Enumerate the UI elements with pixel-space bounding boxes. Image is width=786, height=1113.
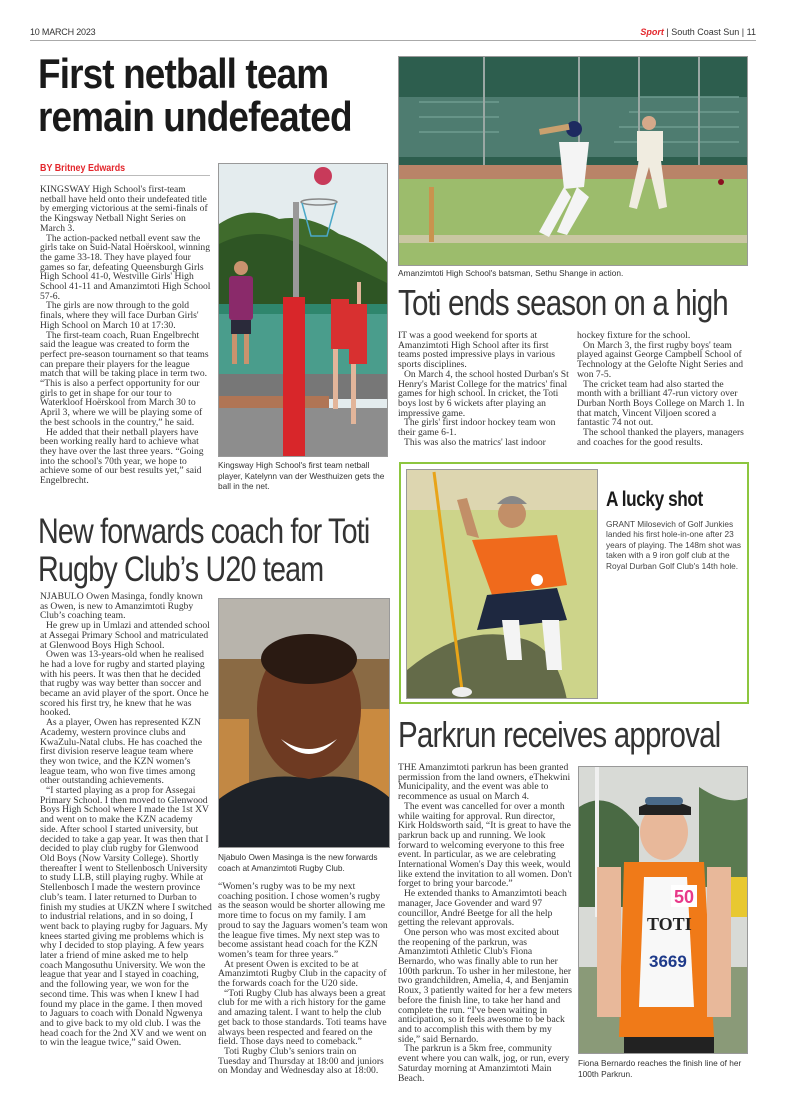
- paragraph: “I started playing as a prop for Assegai Primary School. I then moved to Glenwood Boys High School where I made the 1st XV and went on to make the KZN academy side. After school I started university, but decided to take a gap year. It was then that I decided to play club rugby for Glenwood Old Boys (Now Varsity College). Shortly thereafter I went to Stellenbosch University to study LLB, still playing rugby. While at Stellenbosch I made the western province club’s team. I later returned to Durban to finish my studies at UKZN where I switched to industrial relations, and in so doing, I went back to playing rugby for Jaguars. My knees started giving me problems which is why I decided to stop playing. A few years later a friend of mine asked me to help coach Mangosuthu University. We won the league that year and I stayed in coaching, and the following year, we won for the second time. This was when I knew I had found my place in the game. I then moved to Jaguars to coach with Donald Ngwenya and to give back to my old club. I was the head coach for the 2nd XV and we went on to win the league twice,” said Owen.: [40, 785, 212, 1049]
- runner-photo: [578, 766, 748, 1054]
- bib-number: 50: [674, 887, 695, 907]
- folio-separator: |: [741, 27, 745, 37]
- paragraph: He extended thanks to Amanzimtoti beach manager, Jace Govender and ward 97 councillor, André Beetge for all the help getting the relevant approvals.: [398, 888, 567, 929]
- paragraph: Toti Rugby Club’s seniors train on Tuesday and Thursday at 18:00 and juniors on Monday and Wednesday also at 18:00.: [218, 1045, 384, 1077]
- bib-code: 3669: [649, 952, 687, 971]
- rugby-body-col2: [218, 882, 390, 1076]
- vest-text: TOTI: [647, 914, 692, 934]
- headline-line: New forwards coach for Toti: [38, 512, 370, 551]
- page-number: 11: [746, 27, 756, 37]
- folio-separator: |: [666, 27, 669, 37]
- paragraph: He added that their netball players have been working really hard to achieve what they have over the last three years. “Going into the school's 70th year, we hope to achieve some of our best results yet,” said Engelbrecht.: [40, 426, 204, 487]
- netball-headline: [38, 52, 408, 138]
- paragraph: IT was a good weekend for sports at Amanzimtoti High School after its first teams posted impressive plays in various sports disciplines.: [398, 330, 555, 371]
- cricket-photo-caption: Amanzimtoti High School's batsman, Sethu Shange in action.: [398, 268, 624, 278]
- paragraph: The action-packed netball event saw the girls take on Suid-Natal Hoërskool, winning the game 33-18. They have played four games so far, defeating Queensburgh Girls High School 41-0, Westville Girls' High School 41-11 and Amanzimtoti High School 57-6.: [40, 232, 211, 302]
- paragraph: As a player, Owen has represented KZN Academy, western province clubs and KwaZulu-Natal clubs. He has coached the first division reserve league team where they won twice, and the KZN women’s league team, who won five times among other outstanding achievements.: [40, 717, 202, 787]
- paper-name: South Coast Sun: [671, 27, 740, 37]
- parkrun-body: [398, 763, 572, 1083]
- cricket-photo: [398, 56, 748, 266]
- paragraph: Owen was 13-years-old when he realised he had a love for rugby and started playing with his peers. It was then that he decided that rugby was way better than soccer and became an avid player of the sport. Once he scored his first try, he knew that he was hooked.: [40, 649, 209, 719]
- paragraph: The girls are now through to the gold finals, where they will face Durban Girls' High School on March 10 at 17:30.: [40, 300, 199, 331]
- golf-photo-image: [407, 470, 598, 699]
- paragraph: “Toti Rugby Club has always been a great club for me with a rich history for the game and amazing talent. I want to help the club get back to those standards. Toti teams have always been respected and feared on the field. Those days need to comeback.”: [218, 987, 387, 1048]
- paragraph: NJABULO Owen Masinga, fondly known as Owen, is new to Amanzimtoti Rugby Club’s coaching team.: [40, 591, 203, 622]
- folio-date: 10 MARCH 2023: [30, 27, 96, 37]
- rugby-body-col1: [40, 592, 212, 1048]
- paragraph: The first-team coach, Ruan Engelbrecht said the league was created to form the perfect pre-season tournament so that teams can prepare their players for the league match that will be taking place in term two. “This is also a perfect opportunity for our girls to get in shape for our tour to Waterkloof Hoërskool from March 30 to April 3, where we will be playing some of the best schools in the country,” he said.: [40, 329, 209, 428]
- headline-line: Rugby Club’s U20 team: [38, 550, 324, 589]
- paragraph: The cricket team had also started the month with a brilliant 47-run victory over Durban North Boys College on March 1. In that match, Vincent Viljoen scored a fantastic 74 not out.: [577, 378, 745, 429]
- folio-section-info: [640, 27, 756, 37]
- paragraph: On March 3, the first rugby boys' team played against George Campbell School of Technology at the Gelofte Night Series and won 7-5.: [577, 339, 744, 380]
- byline-divider: [40, 175, 210, 176]
- folio-divider: [30, 40, 756, 41]
- toti-body-col2: [577, 331, 749, 447]
- parkrun-headline: Parkrun receives approval: [398, 714, 721, 755]
- coach-photo: [218, 598, 390, 848]
- headline-line: First netball team: [38, 50, 329, 97]
- rugby-headline: [38, 513, 391, 589]
- netball-photo-caption: Kingsway High School's first team netball player, Katelynn van der Westhuizen gets the ball in the net.: [218, 460, 385, 491]
- netball-photo: [218, 163, 388, 457]
- toti-headline: Toti ends season on a high: [398, 282, 728, 323]
- paragraph: One person who was most excited about the reopening of the parkrun, was Amanzimtoti Athletic Club's Fiona Bernardo, who was finally able to run her 100th parkrun. To usher in her milestone, her two grandchildren, Amelia, 4, and Benjamin Roux, 3 patiently waited for her a few meters before the finish line, to take her hand and complete the run. “I've been waiting in anticipation, so it feels awesome to be back and to accomplish this with them by my side,” said Bernardo.: [398, 926, 572, 1045]
- paragraph: KINGSWAY High School's first-team netball have held onto their undefeated title by emerging victorious at the semi-finals of the Kingsway Netball Night Series on March 3.: [40, 184, 208, 234]
- runner-photo-image: [579, 767, 748, 1054]
- paragraph: The event was cancelled for over a month while waiting for approval. Run director, Kirk Holdsworth said, “It is great to have the parkrun back up and running. We look forward to welcoming everyone to this free event. In particular, as we are celebrating International Women's Day this week, would like extend the invitation to all women. Don't forget to bring your barcode.”: [398, 800, 572, 890]
- headline-line: remain undefeated: [38, 93, 352, 140]
- coach-photo-caption: Njabulo Owen Masinga is the new forwards coach at Amanzimtoti Rugby Club.: [218, 852, 378, 873]
- paragraph: At present Owen is excited to be at Amanzimtoti Rugby Club in the capacity of the forwards coach for the U20 side.: [218, 958, 387, 990]
- netball-body: [40, 185, 212, 486]
- lucky-shot-title: A lucky shot: [606, 488, 703, 511]
- toti-body-col1: [398, 331, 570, 447]
- paragraph: He grew up in Umlazi and attended school at Assegai Primary School and matriculated at Glenwood Boys High School.: [40, 620, 210, 651]
- coach-photo-image: [219, 599, 390, 848]
- byline: BY Britney Edwards: [40, 162, 126, 174]
- netball-photo-image: [219, 164, 388, 457]
- paragraph: hockey fixture for the school.: [577, 330, 691, 341]
- paragraph: The parkrun is a 5km free, community event where you can walk, jog, or run, every Saturday morning at Amanzimtoti Main Beach.: [398, 1043, 570, 1084]
- paragraph: On March 4, the school hosted Durban's St Henry's Marist College for the matrics' final games for high school. In cricket, the Toti boys lost by 6 wickets after playing an impressive game.: [398, 368, 569, 419]
- paragraph: The girls' first indoor hockey team won their game 6-1.: [398, 417, 556, 439]
- section-label: Sport: [640, 27, 664, 37]
- paragraph: “Women’s rugby was to be my next coaching position. I chose women’s rugby as the season would be shorter allowing me more time to focus on my family. I am proud to say the Jaguars women’s team won the league five times. My next step was to become assistant head coach for the KZN women’s team for three years.”: [218, 881, 388, 960]
- lucky-shot-text: GRANT Milosevich of Golf Junkies landed his first hole-in-one after 23 years of playing. The 148m shot was taken with a 9 iron golf club at the Royal Durban Golf Club's 14th hole.: [606, 519, 741, 571]
- paragraph: THE Amanzimtoti parkrun has been granted permission from the land owners, eThekwini Municipality, and the event was able to recommence as usual on March 4.: [398, 762, 571, 803]
- cricket-photo-image: [399, 57, 748, 266]
- paragraph: This was also the matrics' last indoor: [404, 436, 546, 448]
- golf-photo: [406, 469, 598, 699]
- paragraph: The school thanked the players, managers and coaches for the good results.: [577, 427, 744, 448]
- runner-photo-caption: Fiona Bernardo reaches the finish line of her 100th Parkrun.: [578, 1058, 742, 1079]
